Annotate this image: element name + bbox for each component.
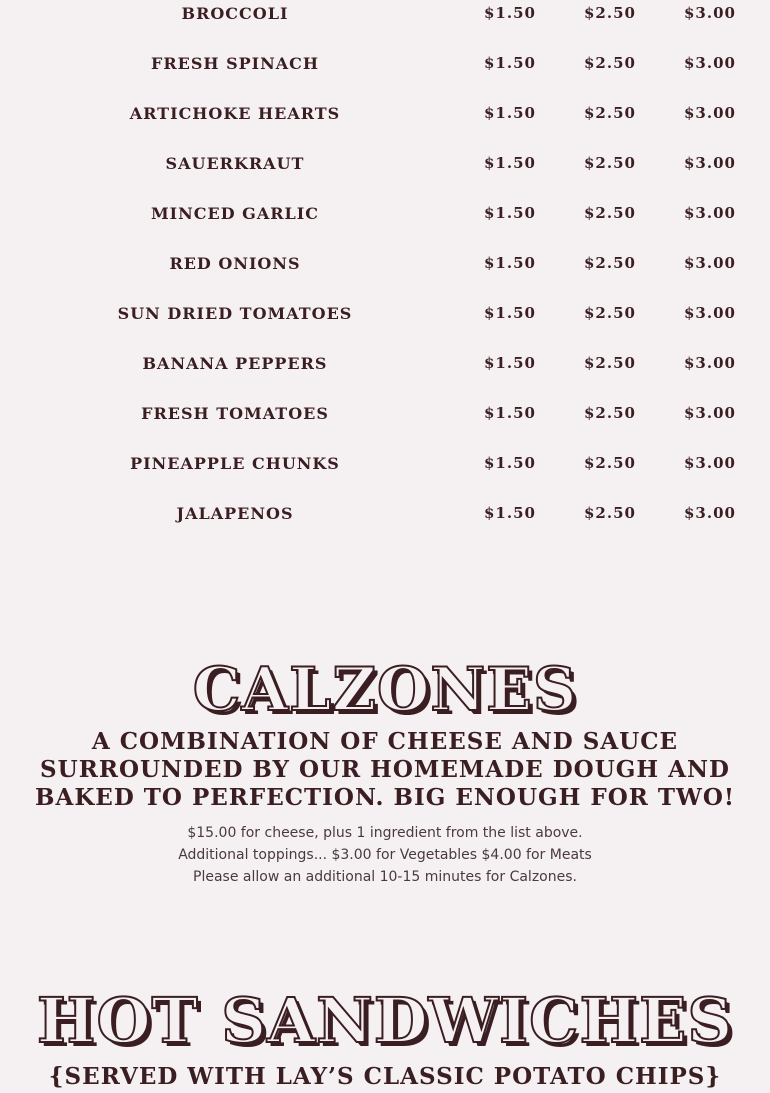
calzones-notes xyxy=(0,822,770,888)
price-small: $1.50 xyxy=(484,354,536,372)
price-small: $1.50 xyxy=(484,454,536,472)
topping-name: FRESH TOMATOES xyxy=(141,404,329,423)
price-large: $3.00 xyxy=(684,454,736,472)
topping-name: PINEAPPLE CHUNKS xyxy=(130,454,340,473)
topping-row xyxy=(0,254,770,304)
price-large: $3.00 xyxy=(684,304,736,322)
topping-name: RED ONIONS xyxy=(169,254,301,273)
price-large: $3.00 xyxy=(684,154,736,172)
topping-row xyxy=(0,204,770,254)
price-medium: $2.50 xyxy=(584,404,636,422)
topping-name: SAUERKRAUT xyxy=(165,154,305,173)
price-medium: $2.50 xyxy=(584,454,636,472)
topping-name: BROCCOLI xyxy=(181,4,289,23)
topping-row xyxy=(0,404,770,454)
price-medium: $2.50 xyxy=(584,304,636,322)
topping-row xyxy=(0,154,770,204)
price-small: $1.50 xyxy=(484,204,536,222)
price-small: $1.50 xyxy=(484,4,536,22)
price-small: $1.50 xyxy=(484,154,536,172)
topping-name: JALAPENOS xyxy=(176,504,294,523)
calzones-description: A COMBINATION OF CHEESE AND SAUCE SURROUNDED BY OUR HOMEMADE DOUGH AND BAKED TO PERFECTION. BIG ENOUGH FOR TWO! xyxy=(35,728,735,811)
calzones-note-wait: Please allow an additional 10-15 minutes for Calzones. xyxy=(193,869,577,885)
hot-sandwiches-subtitle: {SERVED WITH LAY’S CLASSIC POTATO CHIPS} xyxy=(48,1063,722,1090)
price-medium: $2.50 xyxy=(584,504,636,522)
calzones-note-price: $15.00 for cheese, plus 1 ingredient from the list above. xyxy=(187,825,583,841)
price-small: $1.50 xyxy=(484,254,536,272)
calzones-heading: CALZONES xyxy=(192,655,578,725)
topping-row xyxy=(0,54,770,104)
price-small: $1.50 xyxy=(484,54,536,72)
topping-row xyxy=(0,304,770,354)
price-medium: $2.50 xyxy=(584,154,636,172)
topping-name: ARTICHOKE HEARTS xyxy=(129,104,341,123)
price-small: $1.50 xyxy=(484,104,536,122)
price-medium: $2.50 xyxy=(584,104,636,122)
hot-sandwiches-heading: HOT SANDWICHES xyxy=(36,984,734,1057)
price-medium: $2.50 xyxy=(584,354,636,372)
topping-row xyxy=(0,504,770,554)
price-large: $3.00 xyxy=(684,54,736,72)
price-large: $3.00 xyxy=(684,404,736,422)
price-medium: $2.50 xyxy=(584,254,636,272)
topping-row xyxy=(0,104,770,154)
price-large: $3.00 xyxy=(684,204,736,222)
topping-row xyxy=(0,454,770,504)
price-large: $3.00 xyxy=(684,504,736,522)
price-large: $3.00 xyxy=(684,254,736,272)
price-medium: $2.50 xyxy=(584,4,636,22)
topping-name: BANANA PEPPERS xyxy=(142,354,328,373)
topping-row xyxy=(0,354,770,404)
price-large: $3.00 xyxy=(684,104,736,122)
topping-name: FRESH SPINACH xyxy=(150,54,320,73)
topping-name: SUN DRIED TOMATOES xyxy=(117,304,353,323)
price-medium: $2.50 xyxy=(584,54,636,72)
calzones-note-toppings: Additional toppings... $3.00 for Vegetables $4.00 for Meats xyxy=(178,847,592,863)
topping-row xyxy=(0,4,770,54)
topping-name: MINCED GARLIC xyxy=(150,204,320,223)
price-large: $3.00 xyxy=(684,4,736,22)
price-medium: $2.50 xyxy=(584,204,636,222)
price-large: $3.00 xyxy=(684,354,736,372)
price-small: $1.50 xyxy=(484,504,536,522)
price-small: $1.50 xyxy=(484,404,536,422)
price-small: $1.50 xyxy=(484,304,536,322)
